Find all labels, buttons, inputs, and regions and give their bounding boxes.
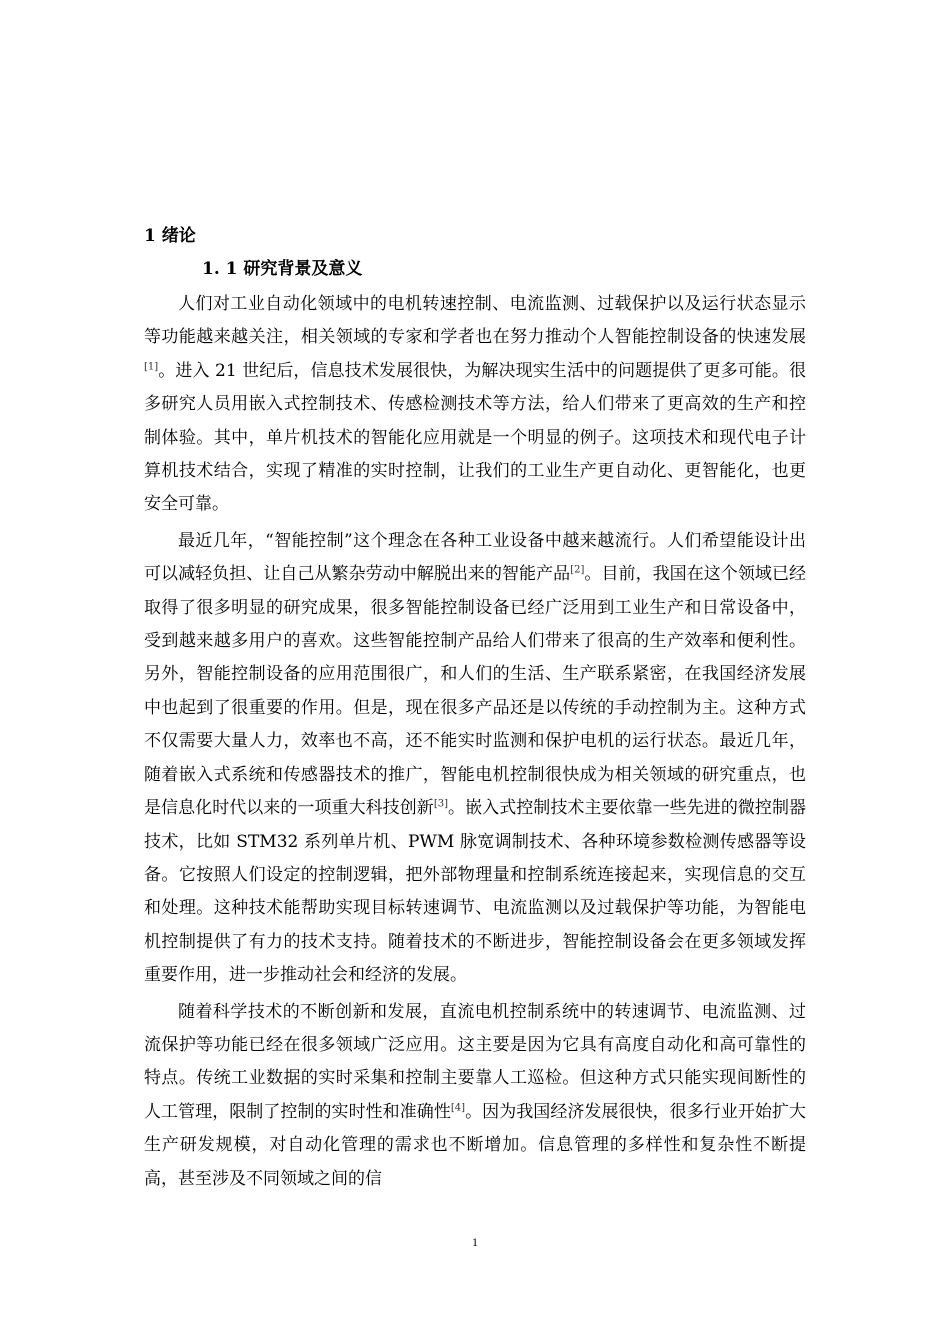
paragraph-3: [144, 996, 806, 1196]
section-heading: 1. 1 研究背景及意义: [202, 259, 363, 279]
citation-1: [1]: [144, 361, 159, 373]
text-run: 人们对工业自动化领域中的电机转速控制、电流监测、过载保护以及运行状态显示等功能越来越关注，相关领域的专家和学者也在努力推动个人智能控制设备的快速发展: [144, 294, 806, 348]
page-number: 1: [472, 1235, 478, 1249]
paragraph-1: [144, 288, 806, 522]
paragraph-2: [144, 525, 806, 993]
citation-4: [4]: [450, 1102, 466, 1114]
citation-2: [2]: [570, 564, 585, 576]
text-run: 。目前，我国在这个领域已经取得了很多明显的研究成果，很多智能控制设备已经广泛用到工业生产和日常设备中，受到越来越多用户的喜欢。这些智能控制产品给人们带来了很高的生产效率和便利性。另外，智能控制设备的应用范围很广，和人们的生活、生产联系紧密，在我国经济发展中也起到了很重要的作用。但是，现在很多产品还是以传统的手动控制为主。这种方式不仅需要大量人力，效率也不高，还不能实时监测和保护电机的运行状态。最近几年，随着嵌入式系统和传感器技术的推广，智能电机控制很快成为相关领域的研究重点，也是信息化时代以来的一项重大科技创新: [144, 564, 807, 819]
text-run: 。进入 21 世纪后，信息技术发展很快，为解决现实生活中的问题提供了更多可能。很多研究人员用嵌入式控制技术、传感检测技术等方法，给人们带来了更高效的生产和控制体验。其中，单片机技术的智能化应用就是一个明显的例子。这项技术和现代电子计算机技术结合，实现了精准的实时控制，让我们的工业生产更自动化、更智能化，也更安全可靠。: [144, 360, 806, 515]
text-run: 随着科学技术的不断创新和发展，直流电机控制系统中的转速调节、电流监测、过流保护等功能已经在很多领域广泛应用。这主要是因为它具有高度自动化和高可靠性的特点。传统工业数据的实时采集和控制主要靠人工巡检。但这种方式只能实现间断性的人工管理，限制了控制的实时性和准确性: [144, 1001, 806, 1122]
chapter-heading: 1 绪论: [144, 226, 196, 246]
text-run: 最近几年，“智能控制”这个理念在各种工业设备中越来越流行。人们希望能设计出可以减轻负担、让自己从繁杂劳动中解脱出来的智能产品: [144, 530, 806, 585]
text-run: 。因为我国经济发展很快，很多行业开始扩大生产研发规模，对自动化管理的需求也不断增加。信息管理的多样性和复杂性不断提高，甚至涉及不同领域之间的信: [144, 1101, 807, 1189]
body-text: [144, 288, 806, 1199]
text-run: 。嵌入式控制技术主要依靠一些先进的微控制器技术，比如 STM32 系列单片机、PWM 脉宽调制技术、各种环境参数检测传感器等设备。它按照人们设定的控制逻辑，把外部物理量和控制系统连接起来，实现信息的交互和处理。这种技术能帮助实现目标转速调节、电流监测以及过载保护等功能，为智能电机控制提供了有力的技术支持。随着技术的不断进步，智能控制设备会在更多领域发挥重要作用，进一步推动社会和经济的发展。: [144, 798, 807, 986]
citation-3: [3]: [433, 798, 448, 810]
